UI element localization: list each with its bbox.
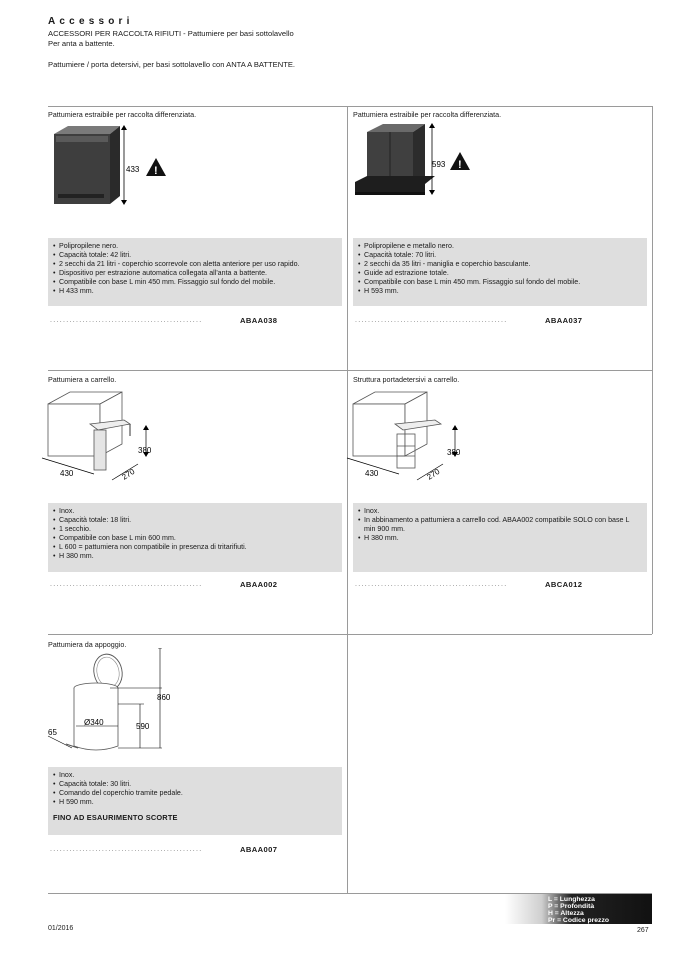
dim-height-label: 590 [136, 722, 150, 731]
spec-item: • Capacità totale: 70 litri. [358, 251, 642, 260]
product-title: Struttura portadetersivi a carrello. [353, 375, 460, 384]
product-title: Pattumiera a carrello. [48, 375, 117, 384]
spec-item: • Compatibile con base L min 600 mm. [53, 534, 337, 543]
product-code: ABAA037 [545, 316, 583, 325]
bin-70l-image [353, 122, 483, 214]
dim-depth-label: 270 [425, 466, 442, 482]
spec-item: • H 433 mm. [53, 287, 337, 296]
product-title: Pattumiera estraibile per raccolta differenziata. [48, 110, 197, 119]
page-title: Accessori [48, 16, 134, 27]
dim-pedal-label: 65 [48, 728, 57, 737]
product-title: Pattumiera da appoggio. [48, 640, 127, 649]
spec-item: • H 380 mm. [358, 534, 642, 543]
trolley-bin-drawing [40, 386, 170, 484]
leader-dots: ............................................... [355, 581, 508, 588]
grid-rule-row3 [48, 634, 652, 635]
leader-dots: ............................................... [50, 581, 203, 588]
legend-item: H = Altezza [548, 910, 584, 917]
grid-rule-middle [347, 106, 348, 894]
dim-height-label: 433 [126, 165, 140, 174]
spec-item: • Guide ad estrazione totale. [358, 269, 642, 278]
product-specs [353, 503, 647, 572]
dim-height-label: 593 [432, 160, 446, 169]
grid-rule-row2 [48, 370, 652, 371]
leader-dots: ............................................... [50, 317, 203, 324]
dim-total-label: 860 [157, 693, 171, 702]
spec-item: • 2 secchi da 35 litri - maniglia e coperchio basculante. [358, 260, 642, 269]
legend-item: Pr = Codice prezzo [548, 917, 609, 924]
spec-item: • Polipropilene nero. [53, 242, 337, 251]
spec-item: • H 593 mm. [358, 287, 642, 296]
pedal-bin-drawing [44, 648, 174, 756]
spec-item: • In abbinamento a pattumiera a carrello cod. ABAA002 compatibile SOLO con base L min 900 mm. [358, 516, 642, 534]
stock-note: FINO AD ESAURIMENTO SCORTE [53, 812, 178, 822]
spec-item: • Dispositivo per estrazione automatica collegata all'anta a battente. [53, 269, 337, 278]
section-subtitle: ACCESSORI PER RACCOLTA RIFIUTI - Pattumiere per basi sottolavello [48, 29, 294, 38]
dim-width-label: 430 [60, 469, 74, 478]
bin-42l-image [48, 124, 178, 210]
product-code: ABAA007 [240, 845, 278, 854]
detergent-trolley-drawing [345, 386, 475, 484]
spec-item: • Inox. [358, 507, 642, 516]
product-code: ABAA038 [240, 316, 278, 325]
dim-height-label: 380 [138, 446, 152, 455]
spec-item: • Comando del coperchio tramite pedale. [53, 789, 337, 798]
dim-diameter-label: Ø340 [84, 718, 104, 727]
grid-rule-top [48, 106, 652, 107]
product-code: ABAA002 [240, 580, 278, 589]
product-specs [353, 238, 647, 306]
spec-item: • Capacità totale: 18 litri. [53, 516, 337, 525]
spec-item: • H 380 mm. [53, 552, 337, 561]
spec-item: • 2 secchi da 21 litri - coperchio scorrevole con aletta anteriore per uso rapido. [53, 260, 337, 269]
page-number: 267 [637, 927, 649, 934]
spec-item: • 1 secchio. [53, 525, 337, 534]
section-intro: Pattumiere / porta detersivi, per basi sottolavello con ANTA A BATTENTE. [48, 60, 296, 69]
legend-item: P = Profondità [548, 903, 595, 910]
section-subtitle-2: Per anta a battente. [48, 39, 115, 48]
spec-item: • Compatibile con base L min 450 mm. Fissaggio sul fondo del mobile. [53, 278, 337, 287]
dim-depth-label: 270 [120, 466, 137, 482]
dimension-legend [505, 894, 652, 924]
product-specs [48, 767, 342, 835]
product-specs [48, 503, 342, 572]
spec-item: • Inox. [53, 771, 337, 780]
grid-rule-right [652, 106, 653, 634]
spec-item: • Capacità totale: 42 litri. [53, 251, 337, 260]
spec-item: • Polipropilene e metallo nero. [358, 242, 642, 251]
footer-date: 01/2016 [48, 925, 74, 932]
spec-item: • Capacità totale: 30 litri. [53, 780, 337, 789]
dim-height-label: 380 [447, 448, 461, 457]
leader-dots: ............................................... [50, 846, 203, 853]
svg-text:!: ! [458, 159, 462, 171]
product-title: Pattumiera estraibile per raccolta differenziata. [353, 110, 502, 119]
spec-item: • H 590 mm. [53, 798, 337, 807]
spec-item: • L 600 = pattumiera non compatibile in presenza di tritarifiuti. [53, 543, 337, 552]
leader-dots: ............................................... [355, 317, 508, 324]
product-code: ABCA012 [545, 580, 583, 589]
legend-item: L = Lunghezza [548, 896, 595, 903]
spec-item: • Compatibile con base L min 450 mm. Fissaggio sul fondo del mobile. [358, 278, 642, 287]
dim-width-label: 430 [365, 469, 379, 478]
spec-item: • Inox. [53, 507, 337, 516]
product-specs [48, 238, 342, 306]
svg-text:!: ! [154, 165, 158, 177]
